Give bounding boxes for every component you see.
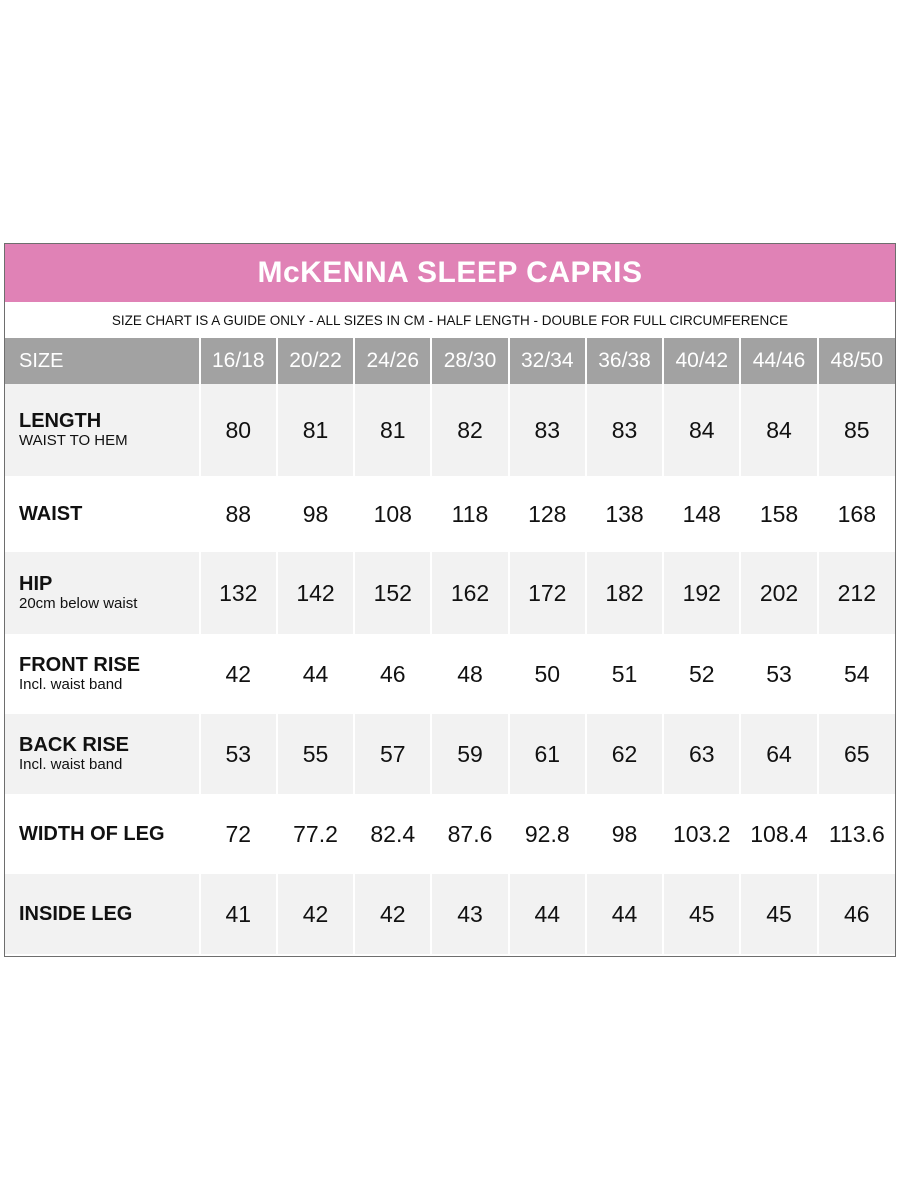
measurement-cell: 118 xyxy=(431,476,508,552)
measurement-cell: 41 xyxy=(200,874,277,954)
measurement-cell: 81 xyxy=(277,384,354,476)
header-row xyxy=(5,338,895,384)
measurement-cell: 83 xyxy=(509,384,586,476)
measurement-cell: 53 xyxy=(200,714,277,794)
measurement-cell: 92.8 xyxy=(509,794,586,874)
measurement-cell: 57 xyxy=(354,714,431,794)
measurement-cell: 152 xyxy=(354,552,431,634)
chart-title: McKENNA SLEEP CAPRIS xyxy=(5,244,895,302)
measurement-cell: 55 xyxy=(277,714,354,794)
measurement-cell: 148 xyxy=(663,476,740,552)
size-header-cell: 16/18 xyxy=(200,338,277,384)
row-subtitle: Incl. waist band xyxy=(19,676,123,693)
table-row xyxy=(5,714,895,794)
row-title: LENGTH xyxy=(19,410,102,432)
row-title: WIDTH OF LEG xyxy=(19,823,165,845)
measurement-cell: 172 xyxy=(509,552,586,634)
row-label-cell xyxy=(5,794,200,874)
measurement-cell: 65 xyxy=(818,714,895,794)
measurement-cell: 128 xyxy=(509,476,586,552)
row-label-cell xyxy=(5,476,200,552)
row-title: FRONT RISE xyxy=(19,654,141,676)
row-label-cell xyxy=(5,634,200,714)
size-header-cell: 48/50 xyxy=(818,338,895,384)
measurement-cell: 64 xyxy=(740,714,817,794)
chart-subtitle: SIZE CHART IS A GUIDE ONLY - ALL SIZES IN CM - HALF LENGTH - DOUBLE FOR FULL CIRCUMFERENCE xyxy=(5,302,895,338)
row-label-cell xyxy=(5,714,200,794)
measurement-cell: 142 xyxy=(277,552,354,634)
measurement-cell: 212 xyxy=(818,552,895,634)
measurement-cell: 63 xyxy=(663,714,740,794)
measurement-cell: 108.4 xyxy=(740,794,817,874)
measurement-cell: 84 xyxy=(663,384,740,476)
measurement-cell: 82.4 xyxy=(354,794,431,874)
measurement-cell: 80 xyxy=(200,384,277,476)
row-subtitle: Incl. waist band xyxy=(19,756,123,773)
row-subtitle: WAIST TO HEM xyxy=(19,432,128,449)
measurement-cell: 132 xyxy=(200,552,277,634)
measurement-cell: 77.2 xyxy=(277,794,354,874)
size-header-cell: 40/42 xyxy=(663,338,740,384)
measurement-cell: 192 xyxy=(663,552,740,634)
measurement-cell: 61 xyxy=(509,714,586,794)
measurement-cell: 46 xyxy=(818,874,895,954)
measurement-cell: 54 xyxy=(818,634,895,714)
measurement-cell: 44 xyxy=(509,874,586,954)
measurement-cell: 168 xyxy=(818,476,895,552)
table-row xyxy=(5,794,895,874)
measurement-cell: 53 xyxy=(740,634,817,714)
row-title: WAIST xyxy=(19,503,83,525)
size-header-cell: 32/34 xyxy=(509,338,586,384)
row-title: BACK RISE xyxy=(19,734,130,756)
measurement-cell: 202 xyxy=(740,552,817,634)
size-header-cell: 28/30 xyxy=(431,338,508,384)
row-label-cell xyxy=(5,384,200,476)
measurement-cell: 44 xyxy=(586,874,663,954)
measurement-cell: 108 xyxy=(354,476,431,552)
row-label-cell xyxy=(5,874,200,954)
measurement-cell: 59 xyxy=(431,714,508,794)
measurement-cell: 50 xyxy=(509,634,586,714)
measurement-cell: 158 xyxy=(740,476,817,552)
table-row xyxy=(5,552,895,634)
measurement-cell: 88 xyxy=(200,476,277,552)
measurement-cell: 87.6 xyxy=(431,794,508,874)
measurement-cell: 103.2 xyxy=(663,794,740,874)
size-header-cell: 24/26 xyxy=(354,338,431,384)
size-table xyxy=(5,338,895,954)
measurement-cell: 46 xyxy=(354,634,431,714)
measurement-cell: 51 xyxy=(586,634,663,714)
row-label-cell xyxy=(5,552,200,634)
measurement-cell: 45 xyxy=(740,874,817,954)
measurement-cell: 85 xyxy=(818,384,895,476)
table-row xyxy=(5,384,895,476)
row-title: INSIDE LEG xyxy=(19,903,133,925)
size-header-cell: 20/22 xyxy=(277,338,354,384)
row-title: HIP xyxy=(19,573,53,595)
measurement-cell: 84 xyxy=(740,384,817,476)
measurement-cell: 162 xyxy=(431,552,508,634)
measurement-cell: 82 xyxy=(431,384,508,476)
size-header-cell: 44/46 xyxy=(740,338,817,384)
measurement-cell: 83 xyxy=(586,384,663,476)
measurement-cell: 43 xyxy=(431,874,508,954)
size-header-label: SIZE xyxy=(5,338,200,384)
measurement-cell: 45 xyxy=(663,874,740,954)
table-row xyxy=(5,476,895,552)
table-row xyxy=(5,634,895,714)
measurement-cell: 98 xyxy=(277,476,354,552)
size-chart xyxy=(4,243,896,957)
measurement-cell: 98 xyxy=(586,794,663,874)
measurement-cell: 81 xyxy=(354,384,431,476)
table-row xyxy=(5,874,895,954)
measurement-cell: 72 xyxy=(200,794,277,874)
measurement-cell: 182 xyxy=(586,552,663,634)
measurement-cell: 48 xyxy=(431,634,508,714)
row-subtitle: 20cm below waist xyxy=(19,595,138,612)
measurement-cell: 62 xyxy=(586,714,663,794)
measurement-cell: 52 xyxy=(663,634,740,714)
measurement-cell: 138 xyxy=(586,476,663,552)
measurement-cell: 42 xyxy=(277,874,354,954)
measurement-cell: 113.6 xyxy=(818,794,895,874)
measurement-cell: 42 xyxy=(200,634,277,714)
size-header-cell: 36/38 xyxy=(586,338,663,384)
measurement-cell: 42 xyxy=(354,874,431,954)
measurement-cell: 44 xyxy=(277,634,354,714)
